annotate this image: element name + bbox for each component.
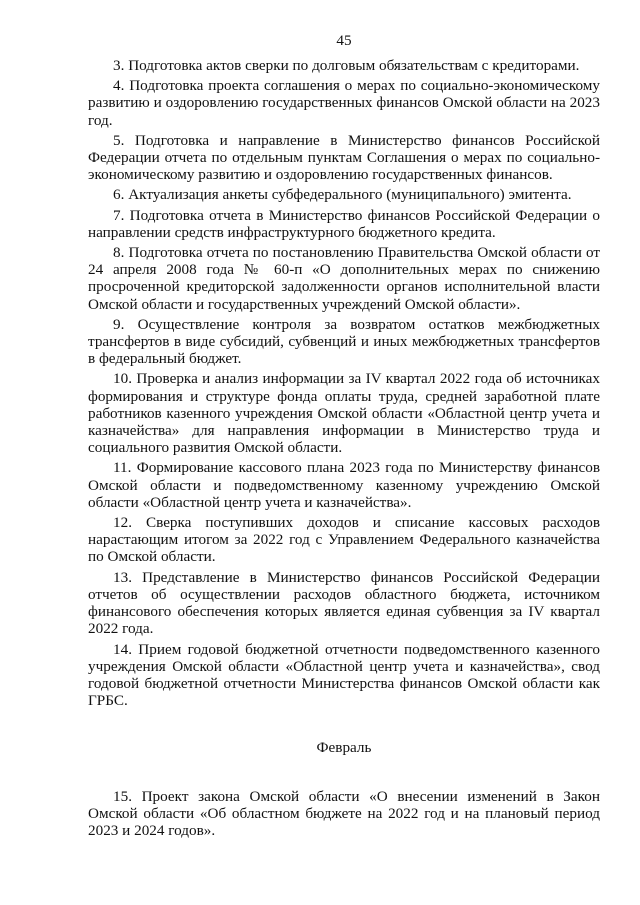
list-item-8: 8. Подготовка отчета по постановлению Правительства Омской области от 24 апреля 2008 года № 60-п «О дополнительных мерах по снижению просроченной кредиторской задолженности органов исполнительной власти Омской области и государственных учреждений Омской области». (88, 244, 600, 313)
list-item-4: 4. Подготовка проекта соглашения о мерах по социально-экономическому развитию и оздоровлению государственных финансов Омской области на 2023 год. (88, 77, 600, 129)
list-item-11: 11. Формирование кассового плана 2023 года по Министерству финансов Омской области и подведомственному казенному учреждению Омской области «Областной центр учета и казначейства». (88, 459, 600, 511)
list-item-5: 5. Подготовка и направление в Министерство финансов Российской Федерации отчета по отдельным пунктам Соглашения о мерах по социально-экономическому развитию и оздоровлению государственных финансов. (88, 131, 600, 184)
list-item-6: 6. Актуализация анкеты субфедерального (муниципального) эмитента. (113, 186, 572, 204)
list-item-12: 12. Сверка поступивших доходов и списание кассовых расходов нарастающим итогом за 2022 год с Управлением Федерального казначейства по Омской области. (88, 514, 600, 566)
section-heading-february: Февраль (316, 739, 372, 757)
list-item-9: 9. Осуществление контроля за возвратом остатков межбюджетных трансфертов в виде субсидий, субвенций и иных межбюджетных трансфертов в федеральный бюджет. (88, 315, 600, 368)
page-number: 45 (336, 32, 352, 49)
list-item-7: 7. Подготовка отчета в Министерство финансов Российской Федерации о направлении средств инфраструктурного бюджетного кредита. (88, 206, 600, 241)
list-item-3: 3. Подготовка актов сверки по долговым обязательствам с кредиторами. (113, 57, 580, 74)
document-page (88, 32, 600, 842)
list-item-10: 10. Проверка и анализ информации за IV квартал 2022 года об источниках формирования и структуре фонда оплаты труда, средней заработной плате работников казенного учреждения Омской области «Областной центр учета и казначейства» для направления информации в Министерство труда и социального развития Омской области. (88, 370, 600, 457)
list-item-13: 13. Представление в Министерство финансов Российской Федерации отчетов об осуществлении расходов областного бюджета, источником финансового обеспечения которых является единая субвенция за IV квартал 2022 года. (88, 568, 600, 638)
list-item-15: 15. Проект закона Омской области «О внесении изменений в Закон Омской области «Об областном бюджете на 2022 год и на плановый период 2023 и 2024 годов». (88, 787, 600, 839)
list-item-14: 14. Прием годовой бюджетной отчетности подведомственного казенного учреждения Омской области «Областной центр учета и казначейства», свод годовой бюджетной отчетности Министерства финансов Омской области как ГРБС. (88, 640, 600, 710)
